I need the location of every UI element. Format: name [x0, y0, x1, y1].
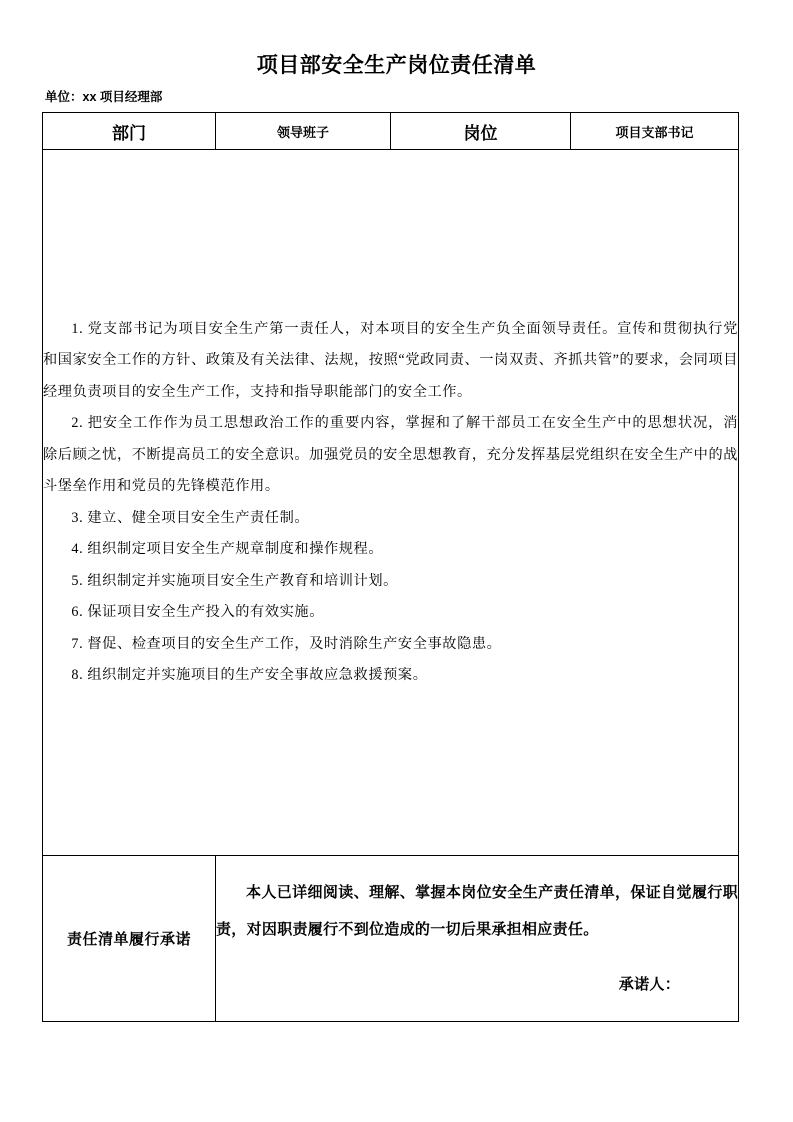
duty-item: 1. 党支部书记为项目安全生产第一责任人，对本项目的安全生产负全面领导责任。宣传和贯彻执行党和国家安全工作的方针、政策及有关法律、法规，按照“党政同责、一岗双责、齐抓共管”的要求，会同项目经理负责项目的安全生产工作，支持和指导职能部门的安全工作。	[43, 320, 738, 400]
duty-item: 2. 把安全工作作为员工思想政治工作的重要内容，掌握和了解干部员工在安全生产中的思想状况，消除后顾之忧，不断提高员工的安全意识。加强党员的安全思想教育，充分发挥基层党组织在安全生产中的战斗堡垒作用和党员的先锋模范作用。	[43, 415, 739, 494]
commitment-label-cell	[43, 856, 216, 1022]
duty-list	[43, 314, 738, 692]
header-dept-label: 部门	[43, 113, 216, 150]
duty-item: 5. 组织制定并实施项目安全生产教育和培训计划。	[71, 572, 398, 589]
duty-item: 3. 建立、健全项目安全生产责任制。	[71, 509, 310, 526]
duty-item: 8. 组织制定并实施项目的生产安全事故应急救援预案。	[71, 667, 428, 683]
commitment-body-cell	[216, 856, 739, 1022]
header-dept-value: 领导班子	[216, 113, 391, 150]
duty-item: 6. 保证项目安全生产投入的有效实施。	[71, 604, 324, 620]
table-header-row	[43, 113, 739, 150]
duties-row	[43, 150, 739, 856]
commitment-signer-label: 承诺人：	[618, 976, 680, 993]
page-title: 项目部安全生产岗位责任清单	[256, 54, 537, 77]
commitment-row	[43, 856, 739, 1022]
header-post-value: 项目支部书记	[571, 113, 739, 150]
duty-item: 4. 组织制定项目安全生产规章制度和操作规程。	[71, 541, 384, 557]
unit-label: 单位：xx 项目经理部	[45, 90, 163, 104]
commitment-text: 本人已详细阅读、理解、掌握本岗位安全生产责任清单，保证自觉履行职责，对因职责履行不到位造成的一切后果承担相应责任。	[216, 884, 738, 938]
responsibility-table	[42, 112, 739, 1022]
header-post-label: 岗位	[391, 113, 571, 150]
commitment-label: 责任清单履行承诺	[66, 931, 191, 948]
duties-cell	[43, 150, 739, 856]
duty-item: 7. 督促、检查项目的安全生产工作，及时消除生产安全事故隐患。	[71, 635, 502, 652]
